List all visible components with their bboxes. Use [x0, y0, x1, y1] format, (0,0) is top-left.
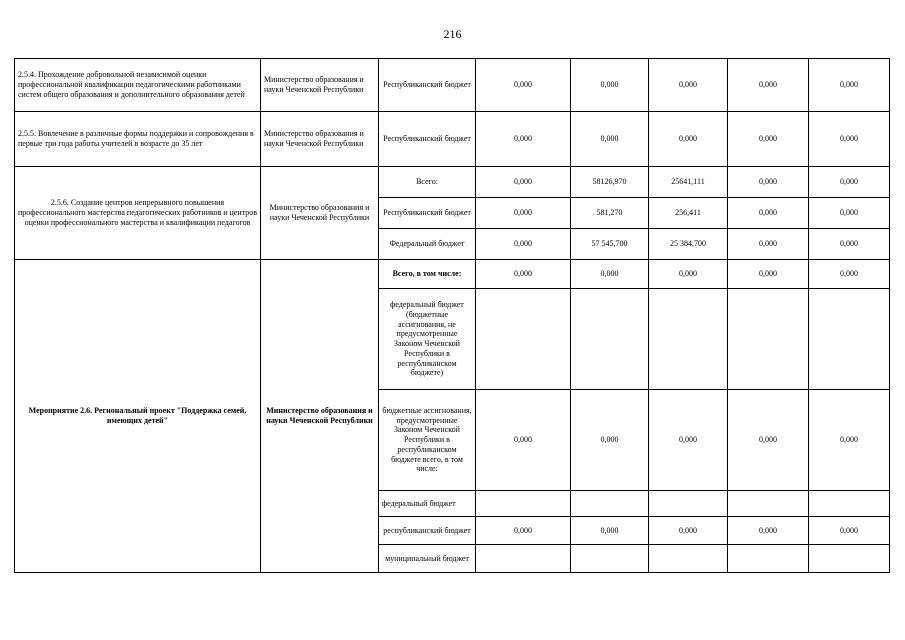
value-cell: 0,000	[476, 517, 571, 545]
value-cell	[809, 289, 890, 390]
value-cell: 256,411	[649, 198, 728, 229]
value-cell: 581,270	[571, 198, 649, 229]
funding-source: Республиканский бюджет	[379, 112, 476, 167]
table-row	[15, 260, 890, 289]
value-cell: 0,000	[809, 260, 890, 289]
value-cell: 0,000	[476, 112, 571, 167]
responsible-org: Министерство образования и науки Чеченской Республики	[261, 112, 379, 167]
value-cell: 0,000	[809, 390, 890, 491]
value-cell: 0,000	[649, 112, 728, 167]
value-cell: 0,000	[809, 198, 890, 229]
value-cell	[649, 289, 728, 390]
value-cell: 0,000	[809, 112, 890, 167]
value-cell: 0,000	[476, 260, 571, 289]
activity-name: 2.5.6. Создание центров непрерывного повышения профессионального мастерства педагогических работников и центров оценки профессионального мастерства и квалификации педагогов	[15, 167, 261, 260]
funding-source: Республиканский бюджет	[379, 198, 476, 229]
table-row	[15, 167, 890, 198]
value-cell: 0,000	[571, 112, 649, 167]
value-cell	[476, 545, 571, 573]
value-cell	[571, 289, 649, 390]
activity-name: 2.5.4. Прохождение добровольной независимой оценки профессиональной квалификации педагогическими работниками систем общего образования и дополнительного образования детей	[15, 59, 261, 112]
value-cell: 0,000	[476, 390, 571, 491]
value-cell	[728, 289, 809, 390]
value-cell	[728, 545, 809, 573]
value-cell: 0,000	[649, 517, 728, 545]
value-cell: 0,000	[476, 229, 571, 260]
responsible-org: Министерство образования и науки Чеченской Республики	[261, 167, 379, 260]
value-cell: 0,000	[728, 198, 809, 229]
value-cell	[571, 491, 649, 517]
value-cell: 58126,970	[571, 167, 649, 198]
value-cell	[476, 491, 571, 517]
value-cell: 0,000	[649, 59, 728, 112]
funding-source: муниципальный бюджет	[379, 545, 476, 573]
table-row	[15, 59, 890, 112]
value-cell: 0,000	[809, 167, 890, 198]
value-cell: 0,000	[571, 390, 649, 491]
funding-source: Всего:	[379, 167, 476, 198]
value-cell	[809, 491, 890, 517]
value-cell: 0,000	[728, 260, 809, 289]
responsible-org: Министерство образования и науки Чеченской Республики	[261, 59, 379, 112]
funding-source: Всего, в том числе:	[379, 260, 476, 289]
value-cell	[728, 491, 809, 517]
value-cell: 57 545,700	[571, 229, 649, 260]
value-cell: 0,000	[728, 390, 809, 491]
value-cell: 0,000	[649, 260, 728, 289]
value-cell	[476, 289, 571, 390]
funding-source: бюджетные ассигнования, предусмотренные Законом Чеченской Республики в республиканском бюджете всего, в том числе:	[379, 390, 476, 491]
value-cell: 0,000	[809, 59, 890, 112]
table-row	[15, 112, 890, 167]
value-cell: 0,000	[476, 59, 571, 112]
activity-name: 2.5.5. Вовлечение в различные формы поддержки и сопровождения в первые три года работы учителей в возрасте до 35 лет	[15, 112, 261, 167]
value-cell	[649, 545, 728, 573]
value-cell: 0,000	[728, 229, 809, 260]
budget-table	[14, 58, 890, 573]
value-cell: 0,000	[728, 112, 809, 167]
responsible-org: Министерство образования и науки Чеченской Республики	[261, 260, 379, 573]
value-cell: 0,000	[809, 229, 890, 260]
value-cell: 0,000	[476, 167, 571, 198]
value-cell: 0,000	[571, 260, 649, 289]
value-cell	[809, 545, 890, 573]
value-cell: 0,000	[728, 59, 809, 112]
value-cell	[571, 545, 649, 573]
activity-name: Мероприятие 2.6. Региональный проект "Поддержка семей, имеющих детей"	[15, 260, 261, 573]
value-cell: 25641,111	[649, 167, 728, 198]
page-number: 216	[443, 27, 462, 41]
value-cell: 25 384,700	[649, 229, 728, 260]
value-cell: 0,000	[476, 198, 571, 229]
funding-source: федеральный бюджет	[379, 491, 476, 517]
value-cell	[649, 491, 728, 517]
value-cell: 0,000	[571, 517, 649, 545]
funding-source: Республиканский бюджет	[379, 59, 476, 112]
value-cell: 0,000	[649, 390, 728, 491]
value-cell: 0,000	[728, 167, 809, 198]
funding-source: Федеральный бюджет	[379, 229, 476, 260]
value-cell: 0,000	[809, 517, 890, 545]
value-cell: 0,000	[571, 59, 649, 112]
value-cell: 0,000	[728, 517, 809, 545]
funding-source: федеральный бюджет (бюджетные ассигнования, не предусмотренные Законом Чеченской Республики в республиканском бюджете)	[379, 289, 476, 390]
funding-source: республиканский бюджет	[379, 517, 476, 545]
